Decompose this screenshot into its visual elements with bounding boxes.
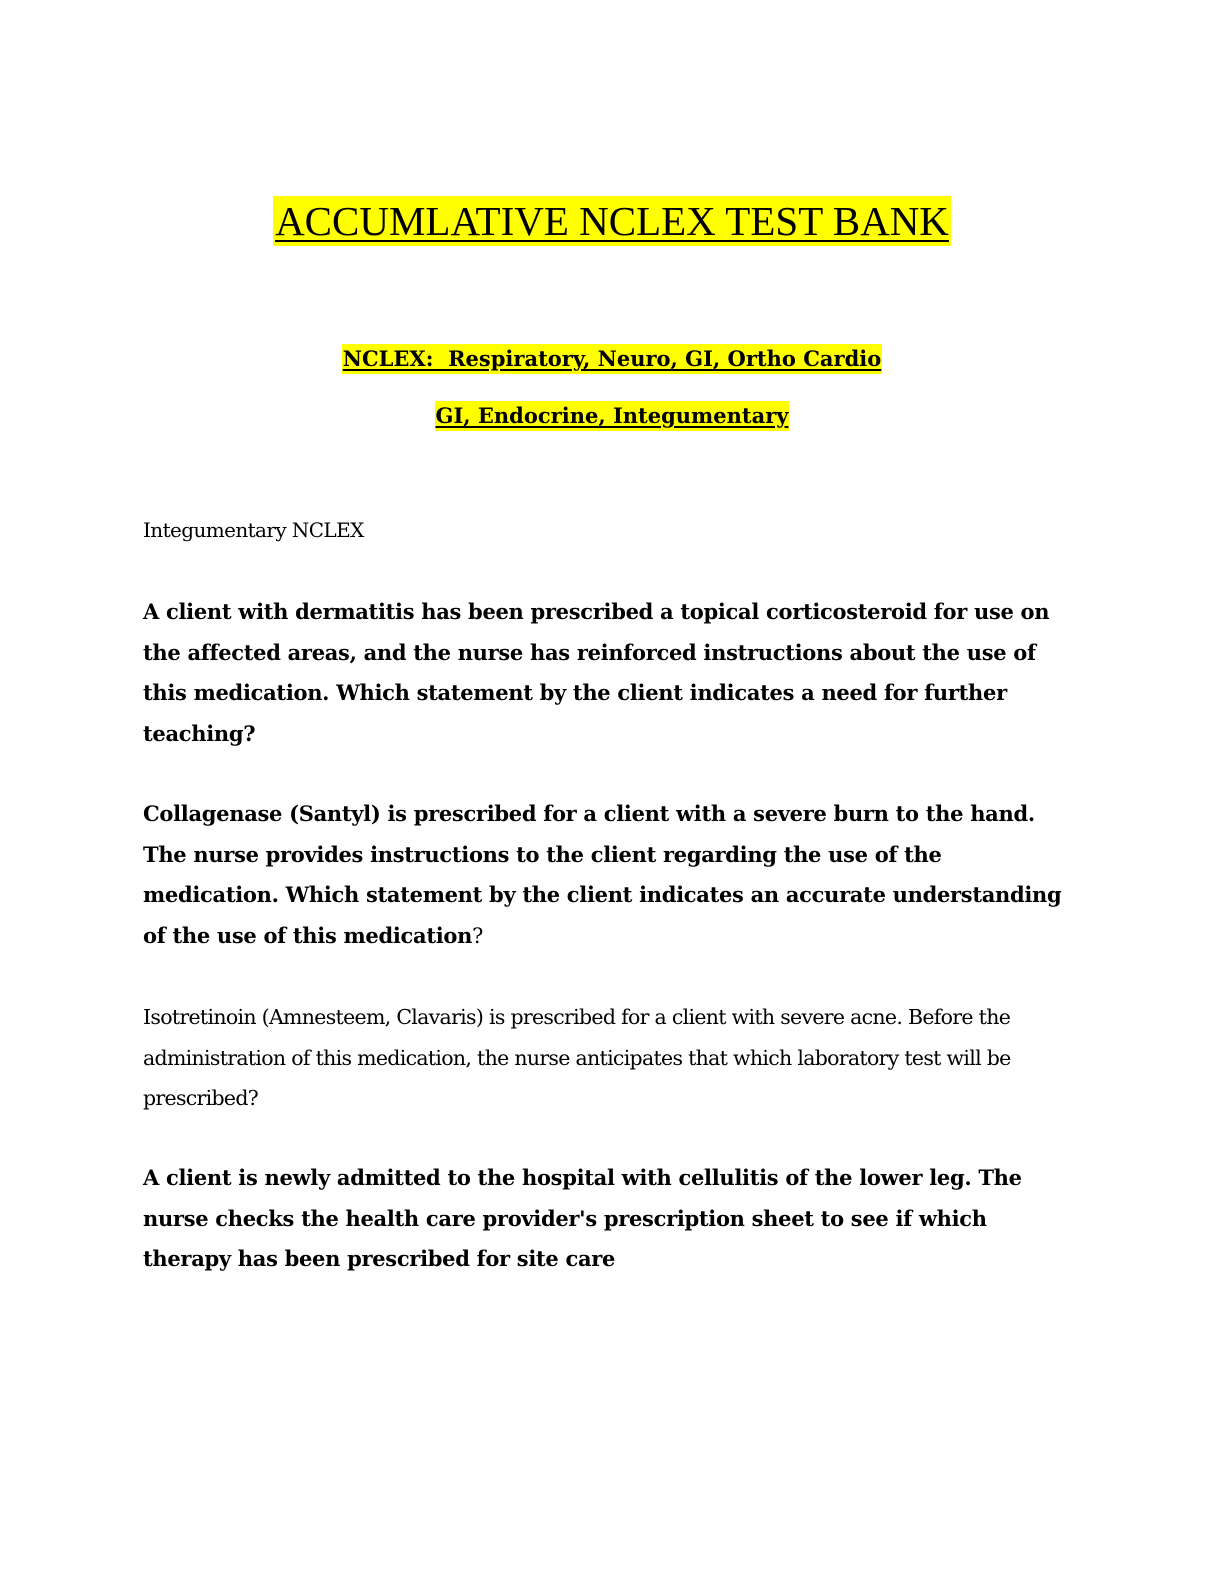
question-1 <box>143 592 1073 754</box>
question-2 <box>143 794 1073 956</box>
question-4 <box>143 1158 1073 1280</box>
subtitle-topics-2: GI, Endocrine, Integumentary <box>435 401 790 431</box>
question-3-text: Isotretinoin (Amnesteem, Clavaris) is prescribed for a client with severe acne. Before the administration of this medication, the nurse anticipates that which laboratory test will be prescribed? <box>143 1005 1011 1110</box>
question-2-tail: ? <box>472 923 484 948</box>
question-3 <box>143 997 1073 1119</box>
document-title: ACCUMLATIVE NCLEX TEST BANK <box>275 198 949 244</box>
question-4-text: A client is newly admitted to the hospital with cellulitis of the lower leg. The nurse checks the health care provider's prescription sheet to see if which therapy has been prescribed for site care <box>143 1165 1022 1271</box>
subtitle-container-2 <box>0 401 1224 431</box>
question-1-text: A client with dermatitis has been prescribed a topical corticosteroid for use on the affected areas, and the nurse has reinforced instructions about the use of this medication. Which statement by the client indicates a need for further teaching? <box>143 599 1050 746</box>
subtitle-topics-1: NCLEX: Respiratory, Neuro, GI, Ortho Cardio <box>342 344 883 374</box>
section-label: Integumentary NCLEX <box>143 518 364 542</box>
subtitle-container-1 <box>0 344 1224 374</box>
title-container <box>0 196 1224 246</box>
question-2-text: Collagenase (Santyl) is prescribed for a client with a severe burn to the hand. The nurse provides instructions to the client regarding the use of the medication. Which statement by the client indicates an accurate understanding of the use of this medication <box>143 801 1062 948</box>
